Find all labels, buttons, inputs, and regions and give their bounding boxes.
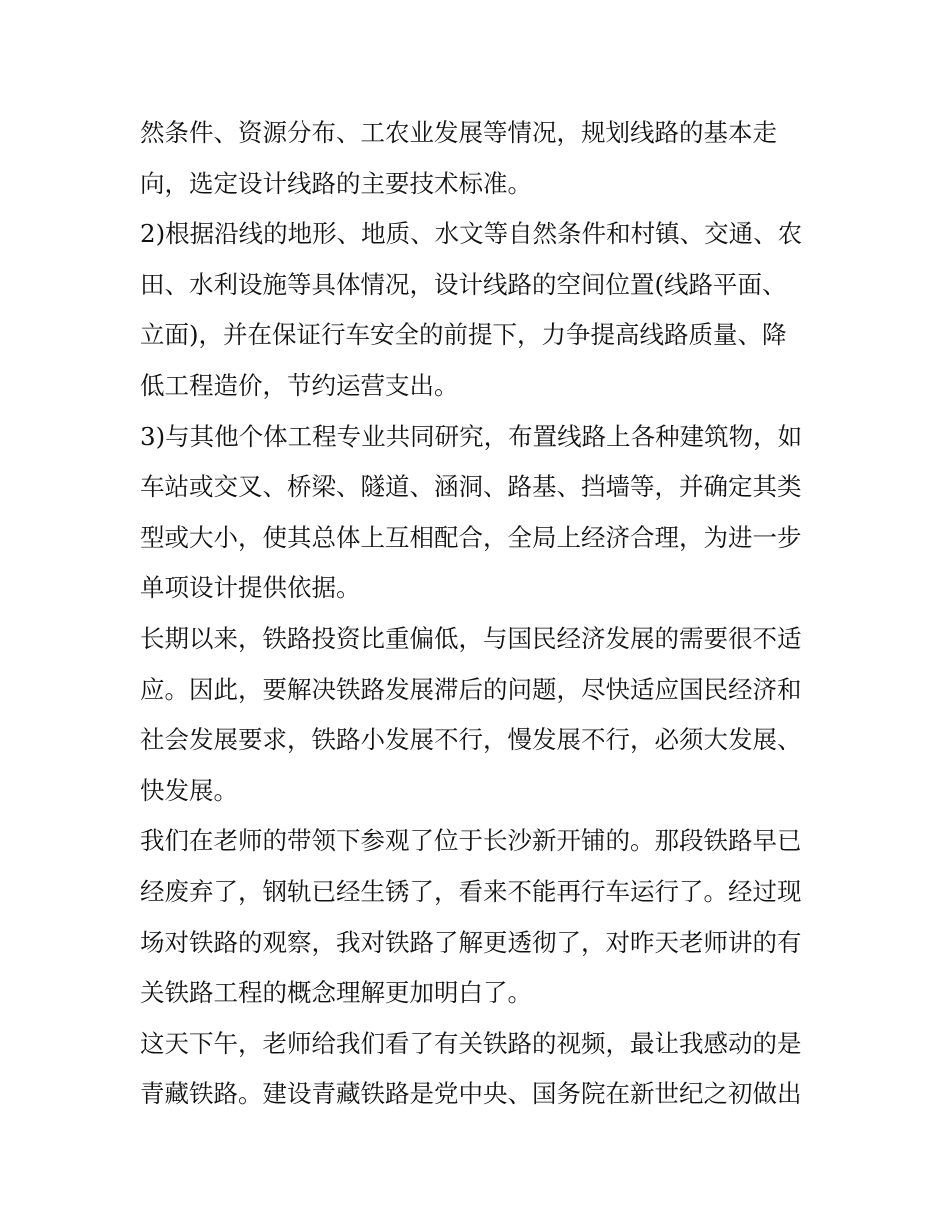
text-line: 型或大小，使其总体上互相配合，全局上经济合理，为进一步 xyxy=(140,522,802,552)
text-line: 应。因此，要解决铁路发展滞后的问题，尽快适应国民经济和 xyxy=(140,674,802,704)
text-line: 青藏铁路。建设青藏铁路是党中央、国务院在新世纪之初做出 xyxy=(140,1079,802,1109)
text-line: 社会发展要求，铁路小发展不行，慢发展不行，必须大发展、 xyxy=(140,725,802,755)
text-line: 我们在老师的带领下参观了位于长沙新开铺的。那段铁路早已 xyxy=(140,826,802,856)
text-line: 3)与其他个体工程专业共同研究，布置线路上各种建筑物，如 xyxy=(140,421,803,451)
text-line: 2)根据沿线的地形、地质、水文等自然条件和村镇、交通、农 xyxy=(140,219,803,249)
text-line: 向，选定设计线路的主要技术标准。 xyxy=(140,168,532,198)
text-line: 单项设计提供依据。 xyxy=(140,573,361,603)
text-line: 低工程造价，节约运营支出。 xyxy=(140,370,459,400)
text-line: 立面)，并在保证行车安全的前提下，力争提高线路质量、降 xyxy=(140,320,787,350)
text-line: 场对铁路的观察，我对铁路了解更透彻了，对昨天老师讲的有 xyxy=(140,927,802,957)
body-text xyxy=(140,108,820,1120)
text-line: 车站或交叉、桥梁、隧道、涵洞、路基、挡墙等，并确定其类 xyxy=(140,472,802,502)
text-line: 田、水利设施等具体情况，设计线路的空间位置(线路平面、 xyxy=(140,269,787,299)
text-line: 这天下午，老师给我们看了有关铁路的视频，最让我感动的是 xyxy=(140,1028,802,1058)
text-line: 长期以来，铁路投资比重偏低，与国民经济发展的需要很不适 xyxy=(140,623,802,653)
text-line: 然条件、资源分布、工农业发展等情况，规划线路的基本走 xyxy=(140,118,777,147)
text-line: 经废弃了，钢轨已经生锈了，看来不能再行车运行了。经过现 xyxy=(140,876,802,906)
text-line: 快发展。 xyxy=(140,775,238,805)
text-line: 关铁路工程的概念理解更加明白了。 xyxy=(140,978,532,1008)
